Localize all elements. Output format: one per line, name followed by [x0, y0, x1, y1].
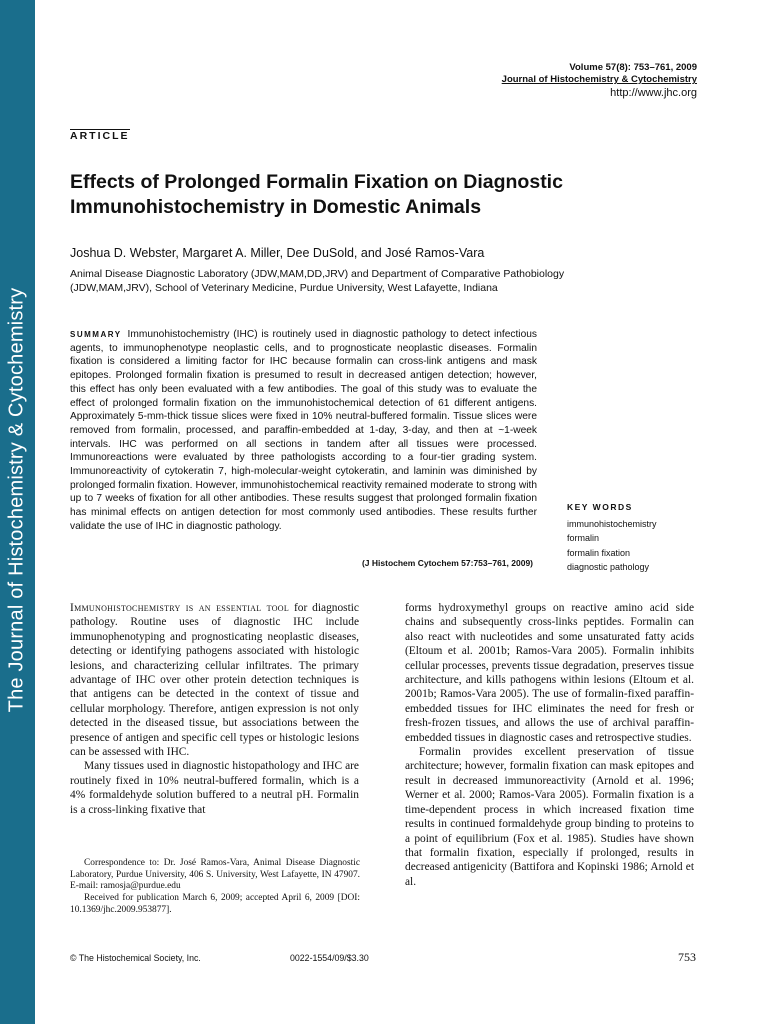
body-paragraph: [70, 601, 359, 759]
citation: (J Histochem Cytochem 57:753–761, 2009): [361, 558, 533, 568]
keyword-item: immunohistochemistry: [567, 518, 657, 529]
body-paragraph: Many tissues used in diagnostic histopathology and IHC are routinely fixed in 10% neutral-buffered formalin, which is a 4% formaldehyde solution buffered to a neutral pH. Formalin is a cross-linking fixative that: [70, 760, 359, 816]
authors: Joshua D. Webster, Margaret A. Miller, Dee DuSold, and José Ramos-Vara: [70, 246, 485, 260]
summary-abstract: [70, 328, 537, 534]
body-column-left: [70, 601, 359, 817]
paragraph-text: for diagnostic pathology. Routine uses of diagnostic IHC include immunophenotyping and prognosticating neoplastic diseases, detecting or identifying pathogens associated with histologic lesions, and characterizing cellular infiltrates. The primary advantage of IHC over other protein detection techniques is that antigens can be detected in the context of tissue and cellular morphology. Therefore, antigen expression is not only detected in the diseased tissue, but associations between the presence of antigen and specific cell types or histologic lesions can be assessed with IHC.: [70, 602, 359, 759]
body-paragraph: forms hydroxymethyl groups on reactive amino acid side chains and subsequently cross-links peptides. Formalin can also react with nucleotides and some unsaturated fatty acids (Eltoum et al. 2001b; Ramos-Vara 2005). Formalin inhibits cellular processes, prevents tissue degradation, preserves tissue architecture, and kills pathogens within lesions (Eltoum et al. 2001b; Ramos-Vara 2005). The use of formalin-fixed paraffin-embedded tissues for IHC eliminates the need for fresh or fresh-frozen tissues, and allows the use of archival paraffin-embedded tissues in diagnostic cases and retrospective studies.: [405, 602, 694, 744]
footer-society: © The Histochemical Society, Inc.: [70, 953, 201, 963]
body-column-right: [405, 601, 694, 889]
sidebar-journal-title: The Journal of Histochemistry & Cytochemistry: [5, 287, 28, 713]
keyword-item: formalin: [567, 533, 600, 543]
summary-text: Immunohistochemistry (IHC) is routinely used in diagnostic pathology to detect infectious agents, to immunophenotype neoplastic cells, and to prognosticate neoplastic diseases. Formalin fixation is considered a limiting factor for IHC because formalin can cross-link antigens and mask epitopes. Prolonged formalin fixation is presumed to result in decreased antigen detection; however, this effect has only been evaluated with a few antibodies. The goal of this study was to evaluate the effect of prolonged formalin fixation on the immunohistochemical detection of 61 different antigens. Approximately 5-mm-thick tissue slices were fixed in 10% neutral-buffered formalin. Tissue slices were removed from formalin, processed, and paraffin-embedded at 1-day, 3-day, and then at ~1-week intervals. IHC was performed on all sections in tandem after all tissues were processed. Immunoreactions were evaluated by three pathologists according to a four-tier grading system. Immunoreactivity of cytokeratin 7, high-molecular-weight cytokeratin, and laminin was diminished by prolonged formalin fixation. However, immunohistochemical reactivity remained moderate to strong with up to 7 weeks of fixation for all other antibodies. These results suggest that prolonged formalin fixation has minimal effects on antigen detection for most commonly used antibodies. These results further validate the use of IHC in diagnostic pathology.: [70, 329, 537, 532]
journal-url[interactable]: http://www.jhc.org: [610, 87, 697, 99]
keywords-box: [567, 500, 657, 575]
title-line-2: Immunohistochemistry in Domestic Animals: [70, 196, 482, 218]
correspondence-line: Correspondence to: Dr. José Ramos-Vara, Animal Disease Diagnostic Laboratory, Purdue University, 406 S. University, West Lafayette, IN 47907. E-mail: ramosja@purdue.edu: [70, 858, 360, 892]
article-title: [70, 170, 670, 220]
lead-in: Immunohistochemistry is an essential tool: [70, 602, 290, 614]
keyword-item: diagnostic pathology: [567, 562, 650, 572]
journal-name: Journal of Histochemistry & Cytochemistry: [501, 74, 697, 85]
title-line-1: Effects of Prolonged Formalin Fixation on Diagnostic: [70, 171, 563, 193]
body-paragraph: Formalin provides excellent preservation of tissue architecture; however, formalin fixation can mask epitopes and result in decreased immunoreactivity (Arnold et al. 1996; Werner et al. 2000; Ramos-Vara 2005). Formalin fixation is a time-dependent process in which increased fixation time results in continued formaldehyde group binding to proteins to a point of equilibrium (Fox et al. 1985). Studies have shown that formalin fixation, especially if prolonged, results in decreased antigenicity (Battifora and Kopinski 1986; Arnold et al.: [405, 746, 694, 888]
keywords-heading: KEY WORDS: [567, 502, 633, 512]
journal-sidebar: [0, 0, 35, 1024]
received-line: Received for publication March 6, 2009; accepted April 6, 2009 [DOI: 10.1369/jhc.2009.953877].: [70, 893, 360, 915]
volume-info: Volume 57(8): 753–761, 2009: [569, 62, 697, 73]
page-number: 753: [678, 950, 696, 964]
masthead: [502, 62, 697, 99]
footer-issn: 0022-1554/09/$3.30: [290, 953, 369, 963]
summary-heading: SUMMARY: [70, 330, 122, 339]
article-label: ARTICLE: [70, 130, 130, 142]
correspondence-note: [70, 858, 360, 917]
keyword-item: formalin fixation: [567, 547, 631, 558]
affiliation: Animal Disease Diagnostic Laboratory (JDW,MAM,DD,JRV) and Department of Comparative Pathobiology (JDW,MAM,JRV), School of Veterinary Medicine, Purdue University, West Lafayette, Indiana: [70, 268, 565, 294]
